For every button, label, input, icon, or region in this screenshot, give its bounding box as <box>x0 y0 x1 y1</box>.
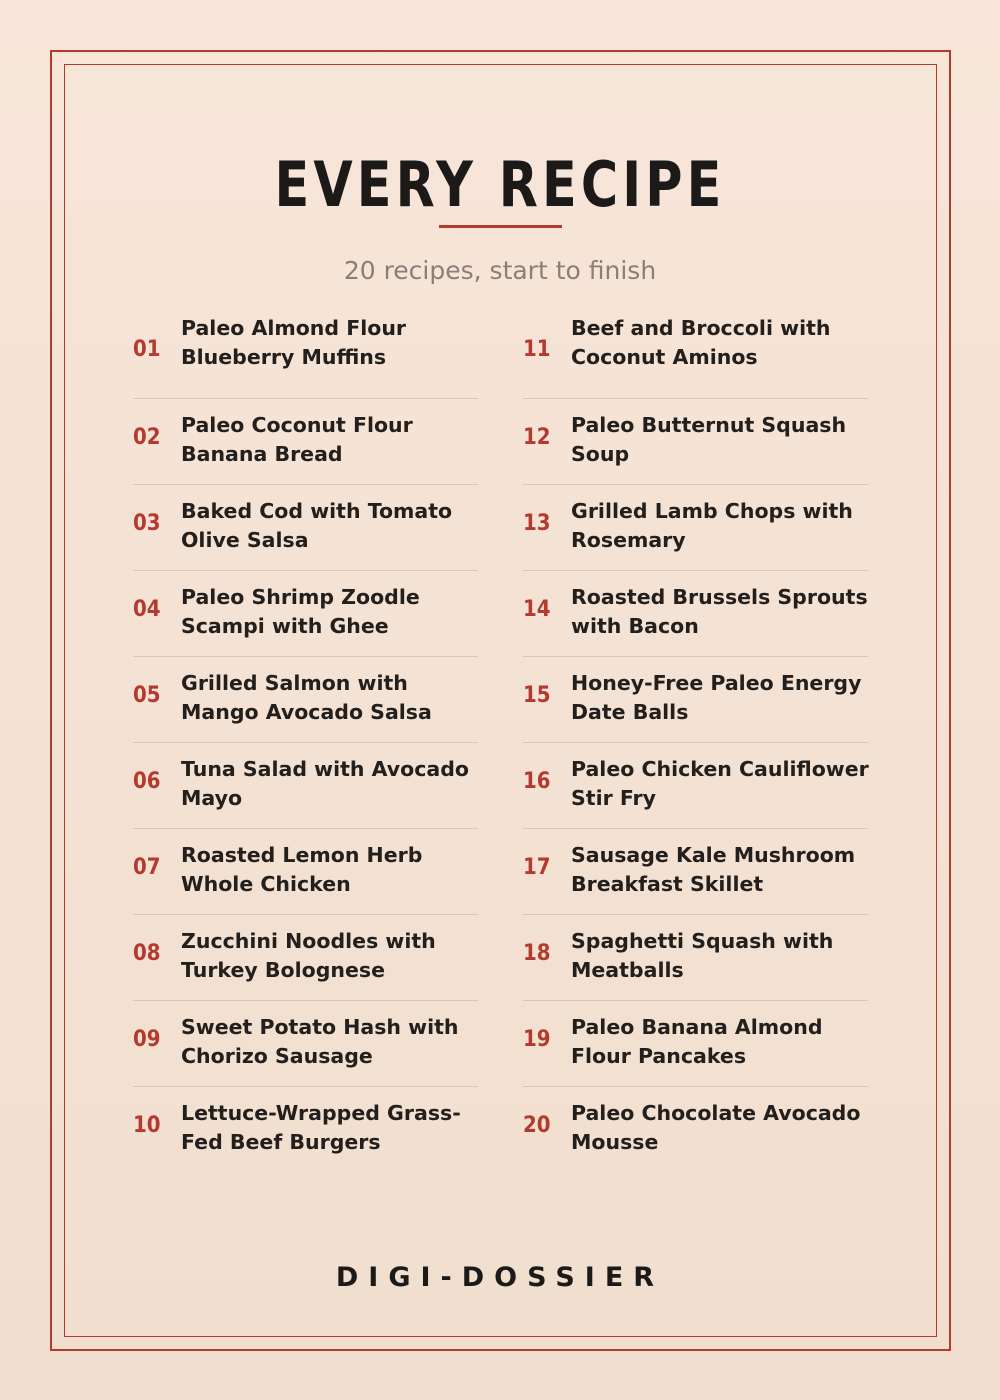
recipe-name: Beef and Broccoli with Coconut Aminos <box>571 316 831 369</box>
recipe-number: 10 <box>133 1113 161 1138</box>
recipe-name: Grilled Lamb Chops with Rosemary <box>571 499 853 552</box>
recipe-number: 19 <box>523 1027 551 1052</box>
brand-footer: DIGI-DOSSIER <box>335 1262 665 1293</box>
recipe-number: 04 <box>133 597 161 622</box>
recipe-name: Baked Cod with Tomato Olive Salsa <box>181 499 453 552</box>
recipe-name: Paleo Almond Flour Blueberry Muffins <box>181 316 407 369</box>
recipe-name: Honey-Free Paleo Energy Date Balls <box>571 671 862 724</box>
recipe-item <box>133 656 478 742</box>
recipe-number: 08 <box>133 941 161 966</box>
recipe-item <box>523 1086 868 1172</box>
recipe-item <box>133 1086 478 1172</box>
recipe-name: Spaghetti Squash with Meatballs <box>571 929 834 982</box>
recipe-number: 15 <box>523 683 551 708</box>
recipe-name: Paleo Chicken Cauliflower Stir Fry <box>571 757 869 810</box>
recipe-number: 17 <box>523 855 551 880</box>
recipe-number: 14 <box>523 597 551 622</box>
recipe-item <box>523 656 868 742</box>
recipe-number: 12 <box>523 425 551 450</box>
recipe-name: Roasted Lemon Herb Whole Chicken <box>181 843 423 896</box>
recipe-number: 09 <box>133 1027 161 1052</box>
recipe-item <box>523 828 868 914</box>
recipe-number: 05 <box>133 683 161 708</box>
recipe-name: Paleo Shrimp Zoodle Scampi with Ghee <box>181 585 420 638</box>
recipe-number: 07 <box>133 855 161 880</box>
recipe-name: Tuna Salad with Avocado Mayo <box>181 757 469 810</box>
recipe-name: Paleo Butternut Squash Soup <box>571 413 847 466</box>
page-subtitle: 20 recipes, start to finish <box>343 256 657 285</box>
recipe-item <box>133 914 478 1000</box>
recipe-number: 16 <box>523 769 551 794</box>
recipe-item <box>523 1000 868 1086</box>
recipe-name: Paleo Coconut Flour Banana Bread <box>181 413 413 466</box>
recipe-item <box>523 484 868 570</box>
recipe-list-left <box>133 313 478 1172</box>
recipe-number: 13 <box>523 511 551 536</box>
recipe-number: 01 <box>133 337 161 362</box>
recipe-item <box>523 313 868 398</box>
recipe-name: Roasted Brussels Sprouts with Bacon <box>571 585 868 638</box>
recipe-name: Lettuce-Wrapped Grass-Fed Beef Burgers <box>181 1101 461 1154</box>
recipe-name: Paleo Chocolate Avocado Mousse <box>571 1101 861 1154</box>
recipe-name: Grilled Salmon with Mango Avocado Salsa <box>181 671 432 724</box>
recipe-item <box>523 570 868 656</box>
page-title: EVERY RECIPE <box>274 148 726 221</box>
recipe-item <box>523 742 868 828</box>
recipe-name: Sweet Potato Hash with Chorizo Sausage <box>181 1015 459 1068</box>
recipe-name: Paleo Banana Almond Flour Pancakes <box>571 1015 823 1068</box>
recipe-name: Sausage Kale Mushroom Breakfast Skillet <box>571 843 856 896</box>
recipe-item <box>133 742 478 828</box>
title-underline <box>439 225 562 228</box>
recipe-item <box>523 914 868 1000</box>
recipe-item <box>133 398 478 484</box>
recipe-item <box>523 398 868 484</box>
recipe-item <box>133 484 478 570</box>
recipe-item <box>133 1000 478 1086</box>
recipe-number: 18 <box>523 941 551 966</box>
recipe-item <box>133 828 478 914</box>
recipe-number: 11 <box>523 337 551 362</box>
recipe-number: 03 <box>133 511 161 536</box>
recipe-number: 02 <box>133 425 161 450</box>
recipe-item <box>133 570 478 656</box>
recipe-number: 20 <box>523 1113 551 1138</box>
recipe-name: Zucchini Noodles with Turkey Bolognese <box>181 929 436 982</box>
recipe-list-right <box>523 313 868 1172</box>
recipe-number: 06 <box>133 769 161 794</box>
recipe-item <box>133 313 478 398</box>
